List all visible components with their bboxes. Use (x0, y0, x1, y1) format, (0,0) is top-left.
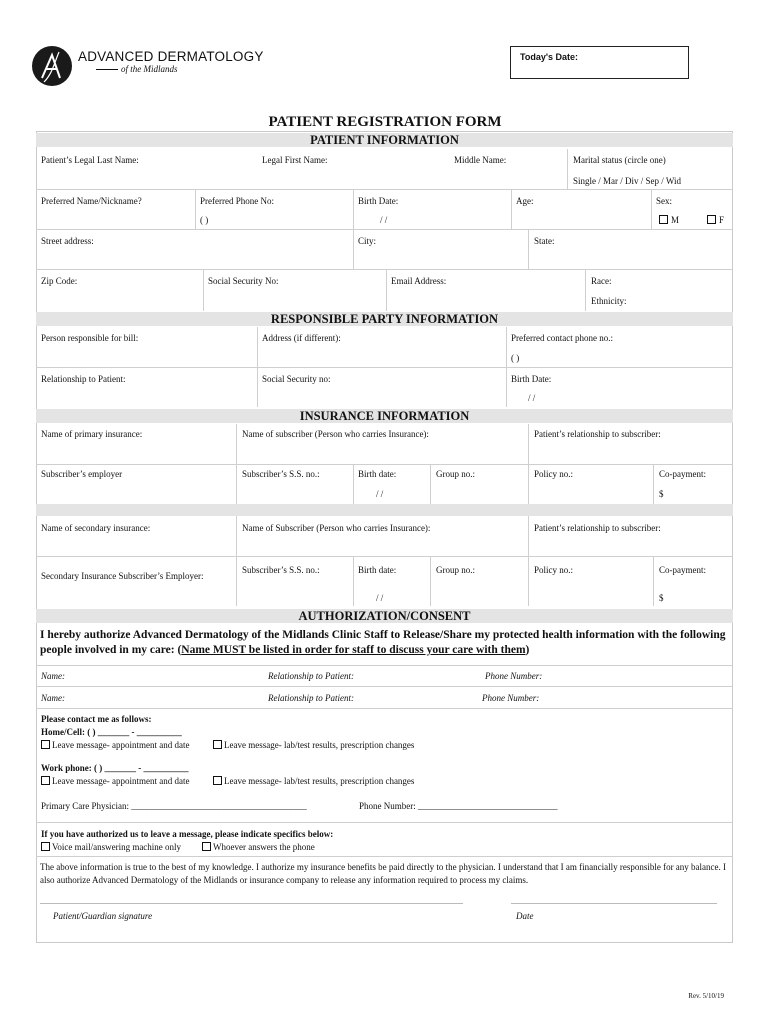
group-no-label[interactable]: Group no.: (436, 469, 475, 479)
checkbox-icon[interactable] (213, 776, 222, 785)
responsible-birth-label[interactable]: Birth Date: (511, 374, 552, 384)
street-address-label[interactable]: Street address: (41, 236, 94, 246)
middle-name-label[interactable]: Middle Name: (454, 155, 507, 165)
consent-statement: The above information is true to the best of my knowledge. I authorize my insurance benefits be paid directly to the physician. I understand that I am financially responsible for any balance. I also authorize Advanced Dermatology of the Midlands or insurance company to release any information required to process my claims. (40, 862, 727, 885)
authorized-name-1[interactable]: Name: (41, 671, 65, 681)
logo-subtext: of the Midlands (96, 64, 178, 74)
secondary-birth-label[interactable]: Birth date: (358, 565, 397, 575)
divider (511, 189, 512, 229)
divider (36, 665, 733, 666)
subscriber-employer-label[interactable]: Subscriber’s employer (41, 469, 123, 479)
copay-label[interactable]: Co-payment: (659, 469, 706, 479)
signature-label: Patient/Guardian signature (53, 911, 153, 921)
secondary-group-label[interactable]: Group no.: (436, 565, 475, 575)
revision-label: Rev. 5/10/19 (688, 992, 724, 1000)
divider (353, 229, 354, 269)
divider (430, 556, 431, 606)
checkbox-icon[interactable] (659, 215, 668, 224)
subscriber-birth-format: / / (376, 489, 384, 499)
policy-no-label[interactable]: Policy no.: (534, 469, 574, 479)
divider (430, 464, 431, 504)
responsible-party-header: RESPONSIBLE PARTY INFORMATION (36, 312, 733, 326)
divider (653, 556, 654, 606)
divider (36, 856, 733, 857)
checkbox-icon[interactable] (213, 740, 222, 749)
divider (353, 189, 354, 229)
signature-date-label: Date (516, 911, 534, 921)
state-label[interactable]: State: (534, 236, 555, 246)
todays-date-field[interactable] (510, 46, 689, 79)
email-label[interactable]: Email Address: (391, 276, 447, 286)
secondary-birth-format: / / (376, 593, 384, 603)
authorized-phone-2[interactable]: Phone Number: (482, 693, 540, 703)
responsible-ssn-label[interactable]: Social Security no: (262, 374, 331, 384)
sex-female-option[interactable]: F (707, 215, 724, 225)
home-leave-lab-option[interactable]: Leave message- lab/test results, prescription changes (213, 740, 414, 750)
person-responsible-label[interactable]: Person responsible for bill: (41, 333, 139, 343)
secondary-copay-label[interactable]: Co-payment: (659, 565, 706, 575)
nickname-label[interactable]: Preferred Name/Nickname? (41, 196, 142, 206)
secondary-relationship-label[interactable]: Patient’s relationship to subscriber: (534, 523, 661, 533)
secondary-copay-dollar: $ (659, 593, 664, 603)
section-spacer (36, 504, 733, 516)
todays-date-label: Today's Date: (520, 52, 578, 62)
divider (36, 367, 733, 368)
divider (236, 516, 237, 606)
divider (528, 229, 529, 269)
race-label[interactable]: Race: (591, 276, 612, 286)
divider (651, 189, 652, 229)
logo-text: ADVANCED DERMATOLOGY (78, 49, 264, 64)
form-title: PATIENT REGISTRATION FORM (268, 114, 502, 130)
marital-status-label: Marital status (circle one) (573, 155, 666, 165)
relationship-label[interactable]: Relationship to Patient: (41, 374, 126, 384)
divider (353, 464, 354, 504)
voicemail-option[interactable]: Voice mail/answering machine only (41, 842, 181, 852)
contact-phone-label[interactable]: Preferred contact phone no.: (511, 333, 613, 343)
divider (36, 189, 733, 190)
first-name-label[interactable]: Legal First Name: (262, 155, 328, 165)
subscriber-ssn-label[interactable]: Subscriber’s S.S. no.: (242, 469, 320, 479)
phone-format: ( ) (200, 215, 209, 225)
contact-heading: Please contact me as follows: (41, 714, 152, 724)
last-name-label[interactable]: Patient’s Legal Last Name: (41, 155, 139, 165)
ssn-label[interactable]: Social Security No: (208, 276, 279, 286)
birth-date-format: / / (380, 215, 388, 225)
divider (36, 464, 733, 465)
secondary-policy-label[interactable]: Policy no.: (534, 565, 574, 575)
divider (195, 189, 196, 229)
divider (386, 269, 387, 311)
secondary-insurance-label[interactable]: Name of secondary insurance: (41, 523, 151, 533)
divider (36, 686, 733, 687)
city-label[interactable]: City: (358, 236, 377, 246)
insurance-header: INSURANCE INFORMATION (36, 409, 733, 423)
authorization-statement: I hereby authorize Advanced Dermatology of the Midlands Clinic Staff to Release/Share my protected health information with the following people involved in my care: (Name MUST be listed in order for staff to discuss your care with them) (40, 629, 726, 656)
marital-options[interactable]: Single / Mar / Div / Sep / Wid (573, 176, 681, 186)
checkbox-icon[interactable] (202, 842, 211, 851)
divider (585, 269, 586, 311)
divider (567, 149, 568, 189)
whoever-answers-option[interactable]: Whoever answers the phone (202, 842, 315, 852)
patient-info-header: PATIENT INFORMATION (36, 133, 733, 147)
responsible-birth-format: / / (528, 393, 536, 403)
primary-care-physician-field[interactable]: Primary Care Physician: _______________________________________ (41, 801, 307, 811)
authorized-phone-1[interactable]: Phone Number: (485, 671, 543, 681)
message-specifics-heading: If you have authorized us to leave a message, please indicate specifics below: (41, 829, 334, 839)
birth-date-label[interactable]: Birth Date: (358, 196, 399, 206)
divider (653, 464, 654, 504)
divider (36, 556, 733, 557)
home-cell-field[interactable]: Home/Cell: ( ) _______ - __________ (41, 727, 182, 737)
subscriber-name-label[interactable]: Name of subscriber (Person who carries Insurance): (242, 429, 429, 439)
home-leave-appointment-option[interactable]: Leave message- appointment and date (41, 740, 189, 750)
authorized-relationship-2[interactable]: Relationship to Patient: (268, 693, 354, 703)
date-line[interactable] (511, 903, 717, 904)
phone-label[interactable]: Preferred Phone No: (200, 196, 274, 206)
divider (36, 708, 733, 709)
zip-label[interactable]: Zip Code: (41, 276, 78, 286)
divider (36, 229, 733, 230)
secondary-subscriber-name-label[interactable]: Name of Subscriber (Person who carries Insurance): (242, 523, 431, 533)
subscriber-birth-label[interactable]: Birth date: (358, 469, 397, 479)
authorized-name-2[interactable]: Name: (41, 693, 65, 703)
secondary-subscriber-ssn-label[interactable]: Subscriber’s S.S. no.: (242, 565, 320, 575)
work-leave-appointment-option[interactable]: Leave message- appointment and date (41, 776, 189, 786)
divider (528, 516, 529, 606)
address-label[interactable]: Address (if different): (262, 333, 341, 343)
signature-line[interactable] (40, 903, 463, 904)
pcp-phone-field[interactable]: Phone Number: _______________________________ (359, 801, 558, 811)
secondary-employer-label[interactable]: Secondary Insurance Subscriber’s Employer: (41, 571, 204, 581)
authorized-relationship-1[interactable]: Relationship to Patient: (268, 671, 354, 681)
checkbox-icon[interactable] (707, 215, 716, 224)
divider (203, 269, 204, 311)
logo-mark (32, 46, 72, 86)
copay-dollar: $ (659, 489, 664, 499)
work-leave-lab-option[interactable]: Leave message- lab/test results, prescription changes (213, 776, 414, 786)
divider (36, 269, 733, 270)
divider (353, 556, 354, 606)
authorization-header: AUTHORIZATION/CONSENT (36, 609, 733, 623)
sex-male-option[interactable]: M (659, 215, 679, 225)
subscriber-relationship-label[interactable]: Patient’s relationship to subscriber: (534, 429, 661, 439)
divider (36, 822, 733, 823)
primary-insurance-label[interactable]: Name of primary insurance: (41, 429, 143, 439)
sex-label: Sex: (656, 196, 673, 206)
checkbox-icon[interactable] (41, 740, 50, 749)
work-phone-field[interactable]: Work phone: ( ) _______ - __________ (41, 763, 189, 773)
contact-phone-format: ( ) (511, 353, 520, 363)
checkbox-icon[interactable] (41, 776, 50, 785)
checkbox-icon[interactable] (41, 842, 50, 851)
ethnicity-label[interactable]: Ethnicity: (591, 296, 627, 306)
age-label[interactable]: Age: (516, 196, 534, 206)
